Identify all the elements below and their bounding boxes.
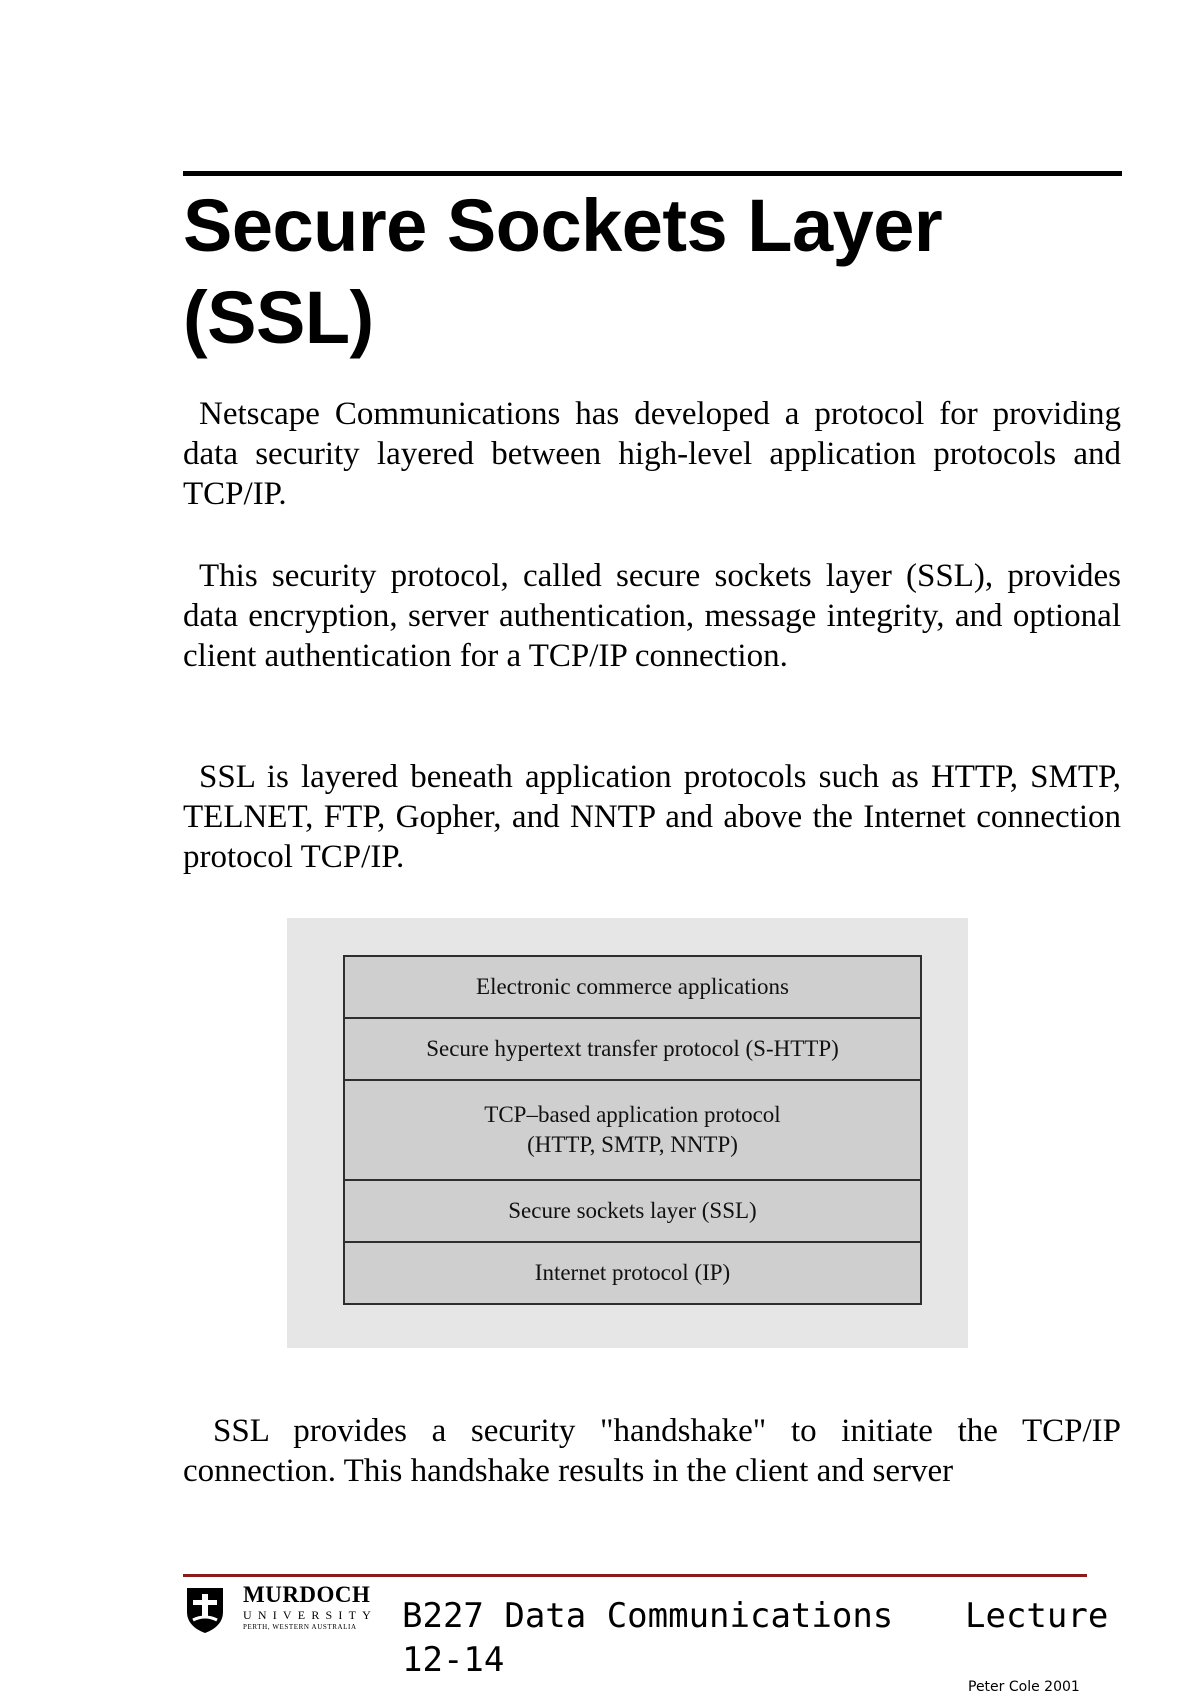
logo-university: UNIVERSITY <box>243 1608 377 1622</box>
author-credit: Peter Cole 2001 <box>968 1679 1080 1695</box>
layer-shttp <box>345 1017 920 1079</box>
title-line-1: Secure Sockets Layer <box>183 184 943 267</box>
layer-ip-label: Internet protocol (IP) <box>534 1260 731 1285</box>
murdoch-logo <box>185 1583 385 1635</box>
paragraph-2 <box>183 556 1121 676</box>
paragraph-4 <box>183 1411 1121 1491</box>
layer-tcp-app-label: TCP–based application protocol <box>484 1102 781 1127</box>
page-title <box>183 180 1123 364</box>
paragraph-3-text: SSL is layered beneath application protocols such as HTTP, SMTP, TELNET, FTP, Gopher, and NNTP and above the Internet connection protocol TCP/IP. <box>183 759 1121 875</box>
title-rule <box>183 171 1122 176</box>
layer-tcp-app <box>345 1079 920 1179</box>
lecture-numbers: 12-14 <box>402 1640 505 1680</box>
layer-ip <box>345 1241 920 1303</box>
paragraph-4-text: SSL provides a security "handshake" to initiate the TCP/IP connection. This handshake results in the client and server <box>183 1413 1121 1489</box>
course-title: B227 Data Communications <box>402 1596 894 1636</box>
paragraph-3 <box>183 757 1121 877</box>
logo-place: PERTH, WESTERN AUSTRALIA <box>243 1623 357 1631</box>
paragraph-2-text: This security protocol, called secure sockets layer (SSL), provides data encryption, server authentication, message integrity, and optional client authentication for a TCP/IP connection. <box>183 558 1121 674</box>
footer-rule <box>183 1574 1087 1577</box>
protocol-stack-figure <box>287 918 968 1348</box>
protocol-stack <box>343 955 922 1305</box>
shield-icon <box>185 1586 225 1634</box>
layer-ssl-label: Secure sockets layer (SSL) <box>508 1198 757 1223</box>
layer-ssl <box>345 1179 920 1241</box>
layer-ecommerce-label: Electronic commerce applications <box>476 974 789 999</box>
title-line-2: (SSL) <box>183 276 374 359</box>
paragraph-1-text: Netscape Communications has developed a protocol for providing data security layered between high-level application protocols and TCP/IP. <box>183 396 1121 512</box>
logo-name: MURDOCH <box>243 1582 371 1607</box>
layer-ecommerce <box>345 957 920 1017</box>
layer-shttp-label: Secure hypertext transfer protocol (S-HTTP) <box>426 1036 839 1061</box>
paragraph-1 <box>183 394 1121 514</box>
lecture-label: Lecture <box>965 1596 1109 1636</box>
layer-tcp-app-sublabel: (HTTP, SMTP, NNTP) <box>527 1132 738 1157</box>
